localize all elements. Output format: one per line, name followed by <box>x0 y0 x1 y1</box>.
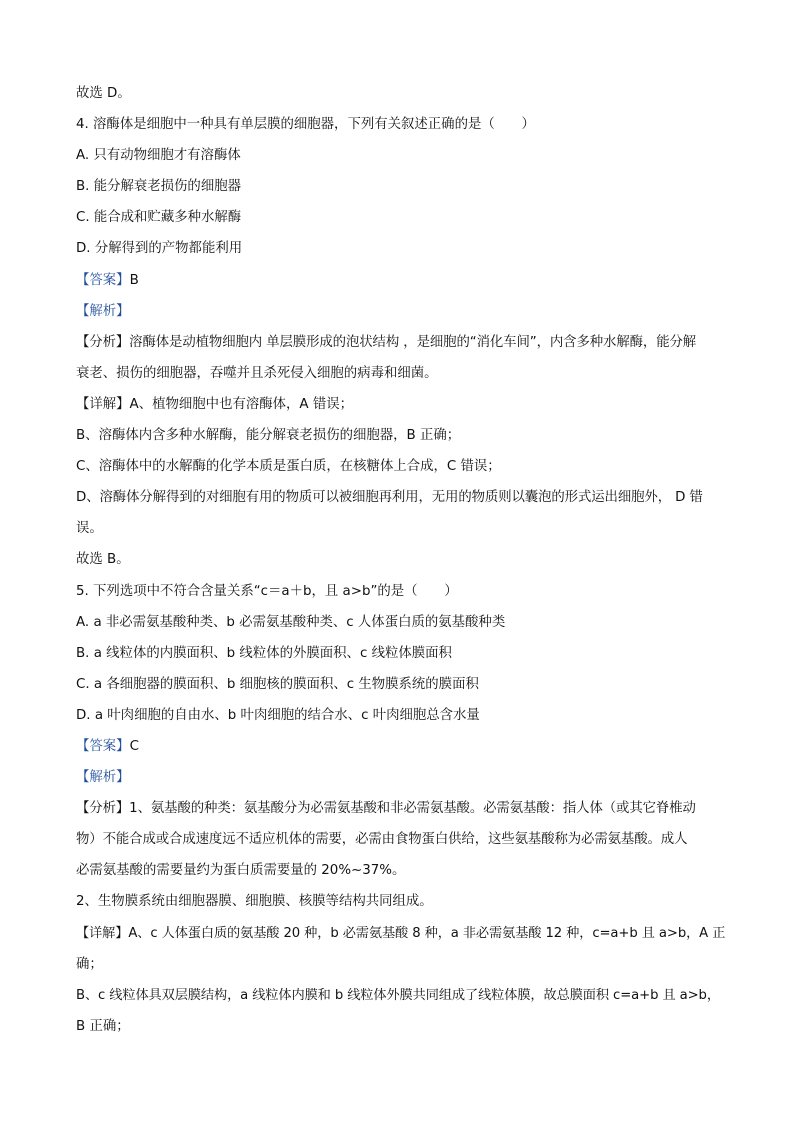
question-5-detail-b-line-1: B、c 线粒体具双层膜结构，a 线粒体内膜和 b 线粒体外膜共同组成了线粒体膜，故总膜面积 c=a+b 且 a>b， <box>76 987 720 1003</box>
answer-value: C <box>129 738 139 754</box>
question-5-answer <box>76 731 726 762</box>
question-5-analysis-line-2: 物）不能合成或合成速度远不适应机体的需要，必需由食物蛋白供给，这些氨基酸称为必需氨基酸。成人 <box>76 832 688 848</box>
question-5-detail-a-line-2: 确； <box>76 956 103 972</box>
question-5-option-b: B. a 线粒体的内膜面积、b 线粒体的外膜面积、c 线粒体膜面积 <box>76 645 452 661</box>
answer-tag: 【答案】 <box>76 272 130 288</box>
question-4-option-b: B. 能分解衰老损伤的细胞器 <box>76 179 241 195</box>
question-5-option-d: D. a 叶肉细胞的自由水、b 叶肉细胞的结合水、c 叶肉细胞总含水量 <box>76 707 480 723</box>
question-5-analysis-line-4: 2、生物膜系统由细胞器膜、细胞膜、核膜等结构共同组成。 <box>76 894 433 910</box>
question-5-stem: 5. 下列选项中不符合含量关系“c＝a＋b，且 a>b”的是（ ） <box>76 583 458 599</box>
question-4-option-d: D. 分解得到的产物都能利用 <box>76 241 243 257</box>
question-5-detail-b-line-2: B 正确； <box>76 1018 130 1034</box>
question-4-detail-d-line-1: D、溶酶体分解得到的对细胞有用的物质可以被细胞再利用，无用的物质则以囊泡的形式运出细胞外， D 错 <box>76 490 703 506</box>
question-4-option-c: C. 能合成和贮藏多种水解酶 <box>76 210 242 226</box>
question-4-analysis-line-1: 【分析】溶酶体是动植物细胞内 单层膜形成的泡状结构 ，是细胞的“消化车间”，内含多种水解酶，能分解 <box>76 334 697 350</box>
question-4-answer <box>76 265 726 296</box>
question-4-option-a: A. 只有动物细胞才有溶酶体 <box>76 148 241 164</box>
question-5-option-c: C. a 各细胞器的膜面积、b 细胞核的膜面积、c 生物膜系统的膜面积 <box>76 676 479 692</box>
answer-value: B <box>129 272 139 288</box>
analysis-tag: 【解析】 <box>76 770 130 786</box>
question-5-analysis-line-1: 【分析】1、氨基酸的种类：氨基酸分为必需氨基酸和非必需氨基酸。必需氨基酸：指人体（或其它脊椎动 <box>76 801 696 817</box>
question-4-conclusion: 故选 B。 <box>76 552 130 568</box>
analysis-tag: 【解析】 <box>76 303 130 319</box>
question-4-analysis-line-2: 衰老、损伤的细胞器，吞噬并且杀死侵入细胞的病毒和细菌。 <box>76 365 438 381</box>
document-page <box>76 78 726 1042</box>
question-4-detail-b: B、溶酶体内含多种水解酶，能分解衰老损伤的细胞器，B 正确； <box>76 428 461 444</box>
question-5-detail-a-line-1: 【详解】A、c 人体蛋白质的氨基酸 20 种，b 必需氨基酸 8 种，a 非必需氨基酸 12 种，c=a+b 且 a>b，A 正 <box>76 925 726 941</box>
question-5-analysis-heading <box>76 762 726 793</box>
answer-tag: 【答案】 <box>76 738 130 754</box>
question-4-stem: 4. 溶酶体是细胞中一种具有单层膜的细胞器，下列有关叙述正确的是（ ） <box>76 117 535 133</box>
question-4-detail-c: C、溶酶体中的水解酶的化学本质是蛋白质，在核糖体上合成，C 错误； <box>76 459 501 475</box>
question-4-analysis-heading <box>76 296 726 327</box>
question-4-detail-a: 【详解】A、植物细胞中也有溶酶体，A 错误； <box>76 396 353 412</box>
question-5-option-a: A. a 非必需氨基酸种类、b 必需氨基酸种类、c 人体蛋白质的氨基酸种类 <box>76 614 506 630</box>
conclusion-line: 故选 D。 <box>76 86 131 101</box>
question-5-analysis-line-3: 必需氨基酸的需要量约为蛋白质需要量的 20%~37%。 <box>76 863 406 879</box>
question-4-detail-d-line-2: 误。 <box>76 521 103 537</box>
